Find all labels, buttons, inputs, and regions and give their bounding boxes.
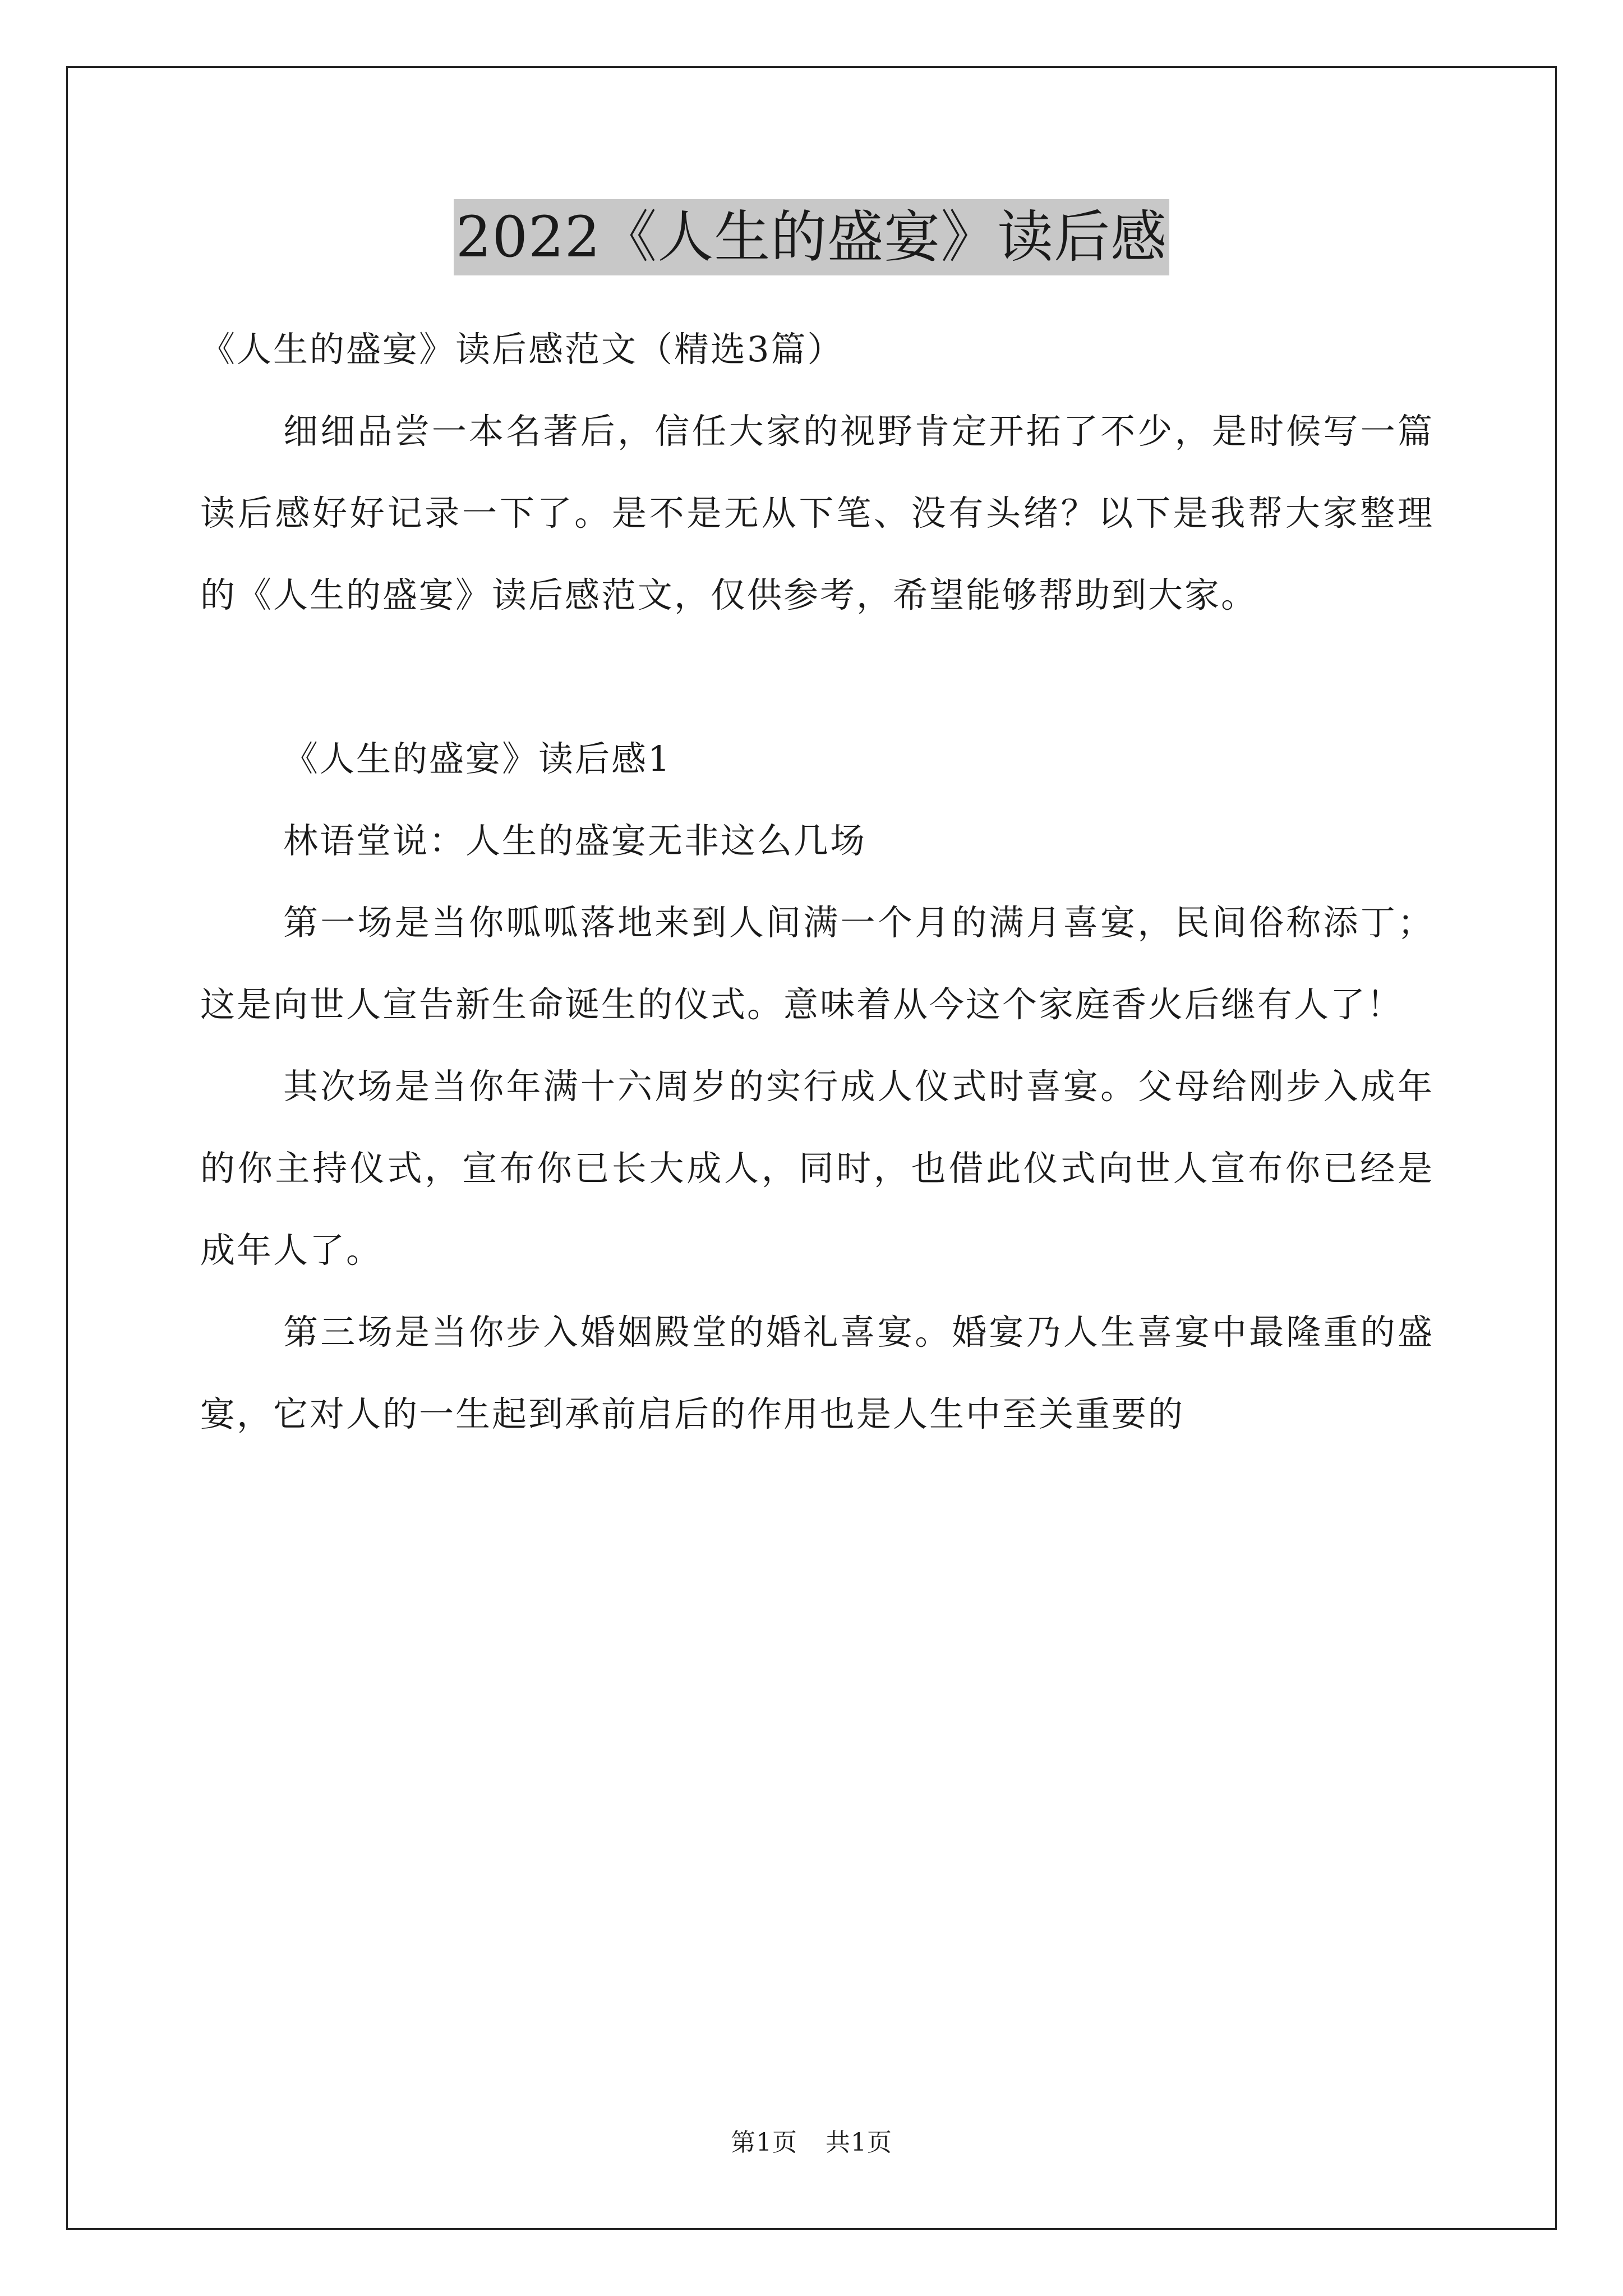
body-paragraph: 其次场是当你年满十六周岁的实行成人仪式时喜宴。父母给刚步入成年的你主持仪式，宣布你已长大成人，同时，也借此仪式向世人宣布你已经是成年人了。 <box>200 1066 1434 1271</box>
body-paragraph: 第三场是当你步入婚姻殿堂的婚礼喜宴。婚宴乃人生喜宴中最隆重的盛宴，它对人的一生起到承前启后的作用也是人生中至关重要的 <box>200 1312 1434 1434</box>
page-number: 第1页 <box>731 2128 797 2157</box>
body-paragraph: 林语堂说：人生的盛宴无非这么几场 <box>283 820 867 861</box>
section-spacer <box>200 636 1434 718</box>
page-total: 共1页 <box>826 2128 892 2157</box>
document-body <box>200 309 1434 1455</box>
intro-paragraph: 细细品尝一本名著后，信任大家的视野肯定开拓了不少，是时候写一篇读后感好好记录一下了。是不是无从下笔、没有头绪？以下是我帮大家整理的《人生的盛宴》读后感范文，仅供参考，希望能够帮助到大家。 <box>200 411 1434 615</box>
title-wrap <box>0 199 1623 275</box>
body-paragraph: 第一场是当你呱呱落地来到人间满一个月的满月喜宴，民间俗称添丁；这是向世人宣告新生命诞生的仪式。意味着从今这个家庭香火后继有人了！ <box>200 902 1434 1025</box>
document-subtitle: 《人生的盛宴》读后感范文（精选3篇） <box>200 329 844 370</box>
page-footer <box>0 2126 1623 2160</box>
section-heading: 《人生的盛宴》读后感1 <box>283 738 672 779</box>
document-title: 2022《人生的盛宴》读后感 <box>454 199 1170 275</box>
